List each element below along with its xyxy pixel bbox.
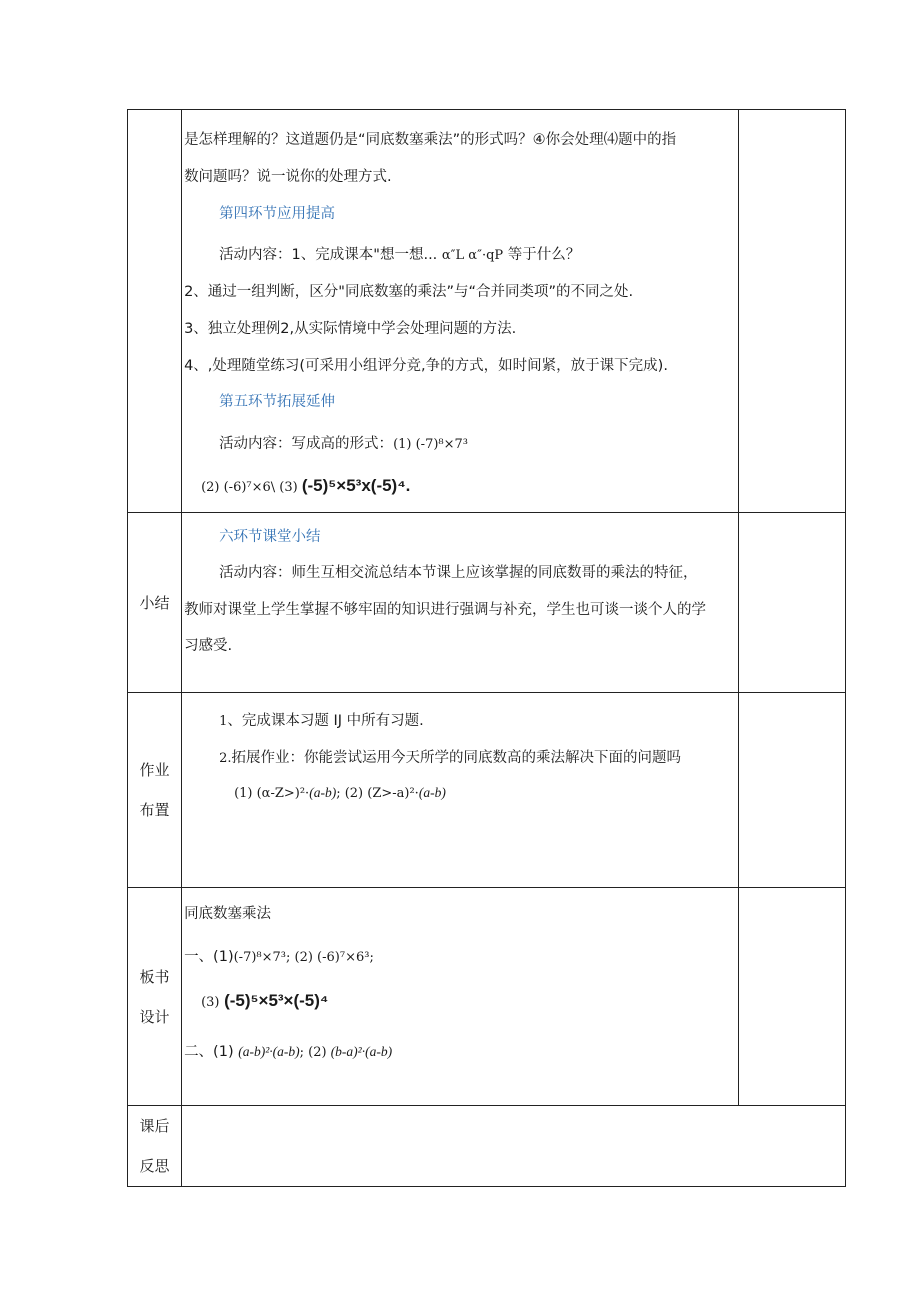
board-notes-cell xyxy=(738,888,845,1106)
activity5-formula: (1) (-7)⁸×7³ xyxy=(393,437,469,452)
board-line1 xyxy=(184,945,374,966)
section5-title: 第五环节拓展延伸 xyxy=(219,394,336,410)
homework-label xyxy=(128,693,182,888)
reflection-row xyxy=(128,1106,846,1187)
activity1-prefix: 活动内容：1、完成课本"想一想... xyxy=(219,247,442,263)
board-line1-prefix: 一、(1) xyxy=(184,949,234,965)
activity1-line xyxy=(219,243,580,264)
activity1-suffix: 等于什么？ xyxy=(503,247,581,263)
summary-notes-cell xyxy=(738,513,845,693)
reflection-label-a: 课后 xyxy=(139,1117,170,1135)
board-line3-prefix: 二、(1) xyxy=(184,1044,234,1060)
board-label-b: 设计 xyxy=(139,1007,170,1026)
board-line3-sep: ; (2) xyxy=(299,1045,331,1060)
homework-formula-a: (1) (α-Z>)²· xyxy=(234,786,310,801)
summary-title: 六环节课堂小结 xyxy=(219,529,321,545)
board-line2 xyxy=(201,991,328,1011)
homework-formula-b: (a-b) xyxy=(309,785,337,800)
process-notes-cell xyxy=(738,110,845,513)
homework-item1-num: 1 xyxy=(219,714,228,729)
activity-item2: 2、通过一组判断，区分"同底数塞的乘法”与“合并同类项”的不同之处. xyxy=(184,284,634,300)
homework-item1-text: 、完成课本习题 IJ 中所有习题. xyxy=(227,713,424,729)
process-label-cell xyxy=(128,110,182,513)
homework-formula-line xyxy=(234,785,446,801)
board-line3-formula-b: (b-a)²·(a-b) xyxy=(330,1044,393,1059)
homework-formula-c: ; (2) (Z>-a)²· xyxy=(336,786,419,801)
summary-content-cell xyxy=(182,513,739,693)
homework-item2 xyxy=(219,746,681,767)
extension-formula-a: (2) (-6)⁷×6\ (3) xyxy=(201,480,302,495)
homework-notes-cell xyxy=(738,693,845,888)
process-paragraph-line2: 数问题吗？说一说你的处理方式. xyxy=(184,169,392,185)
board-line3 xyxy=(184,1040,392,1061)
activity-item3: 3、独立处理例2,从实际情境中学会处理问题的方法. xyxy=(184,321,517,337)
extension-formula-line xyxy=(201,476,410,496)
board-line2-formula: (-5)⁵×5³×(-5)⁴ xyxy=(224,991,329,1010)
reflection-content-cell xyxy=(182,1106,846,1187)
summary-label xyxy=(128,513,182,693)
board-line1-formula: (-7)⁸×7³; (2) (-6)⁷×6³; xyxy=(233,950,374,965)
reflection-label xyxy=(128,1106,182,1187)
homework-label-b: 布置 xyxy=(139,801,170,819)
summary-line3: 习感受. xyxy=(184,638,233,654)
activity5-line xyxy=(219,432,468,453)
homework-row xyxy=(128,693,846,888)
section4-title: 第四环节应用提高 xyxy=(219,206,336,222)
board-label xyxy=(128,888,182,1106)
homework-item1 xyxy=(219,709,424,730)
summary-label-text: 小结 xyxy=(139,593,170,612)
homework-label-a: 作业 xyxy=(139,761,170,779)
board-content-cell xyxy=(182,888,739,1106)
process-content-cell xyxy=(182,110,739,513)
board-line2-prefix: (3) xyxy=(201,995,220,1010)
homework-item2-text: 拓展作业：你能尝试运用今天所学的同底数高的乘法解决下面的问题吗 xyxy=(231,750,681,766)
process-row xyxy=(128,110,846,513)
board-line3-formula-a: (a-b)²·(a-b) xyxy=(238,1044,300,1059)
activity5-prefix: 活动内容：写成高的形式： xyxy=(219,436,394,452)
board-title: 同底数塞乘法 xyxy=(184,906,272,922)
activity-item4: 4、,处理随堂练习(可采用小组评分竞,争的方式，如时间紧，放于课下完成). xyxy=(184,358,668,374)
homework-formula-d: (a-b) xyxy=(418,785,446,800)
extension-formula-b: (-5)⁵×5³x(-5)⁴. xyxy=(301,476,411,495)
summary-line1: 活动内容：师生互相交流总结本节课上应该掌握的同底数哥的乘法的特征， xyxy=(219,565,698,581)
activity1-formula: α″L α″·qP xyxy=(441,248,504,263)
process-paragraph-line1: 是怎样理解的？这道题仍是“同底数塞乘法”的形式吗？④你会处理⑷题中的指 xyxy=(184,132,677,148)
homework-content-cell xyxy=(182,693,739,888)
lesson-plan-table xyxy=(127,109,846,1187)
summary-line2: 教师对课堂上学生掌握不够牢固的知识进行强调与补充，学生也可谈一谈个人的学 xyxy=(184,602,707,618)
board-row xyxy=(128,888,846,1106)
board-label-a: 板书 xyxy=(139,967,170,986)
summary-row xyxy=(128,513,846,693)
homework-item2-num: 2. xyxy=(219,751,232,766)
reflection-label-b: 反思 xyxy=(139,1157,170,1175)
